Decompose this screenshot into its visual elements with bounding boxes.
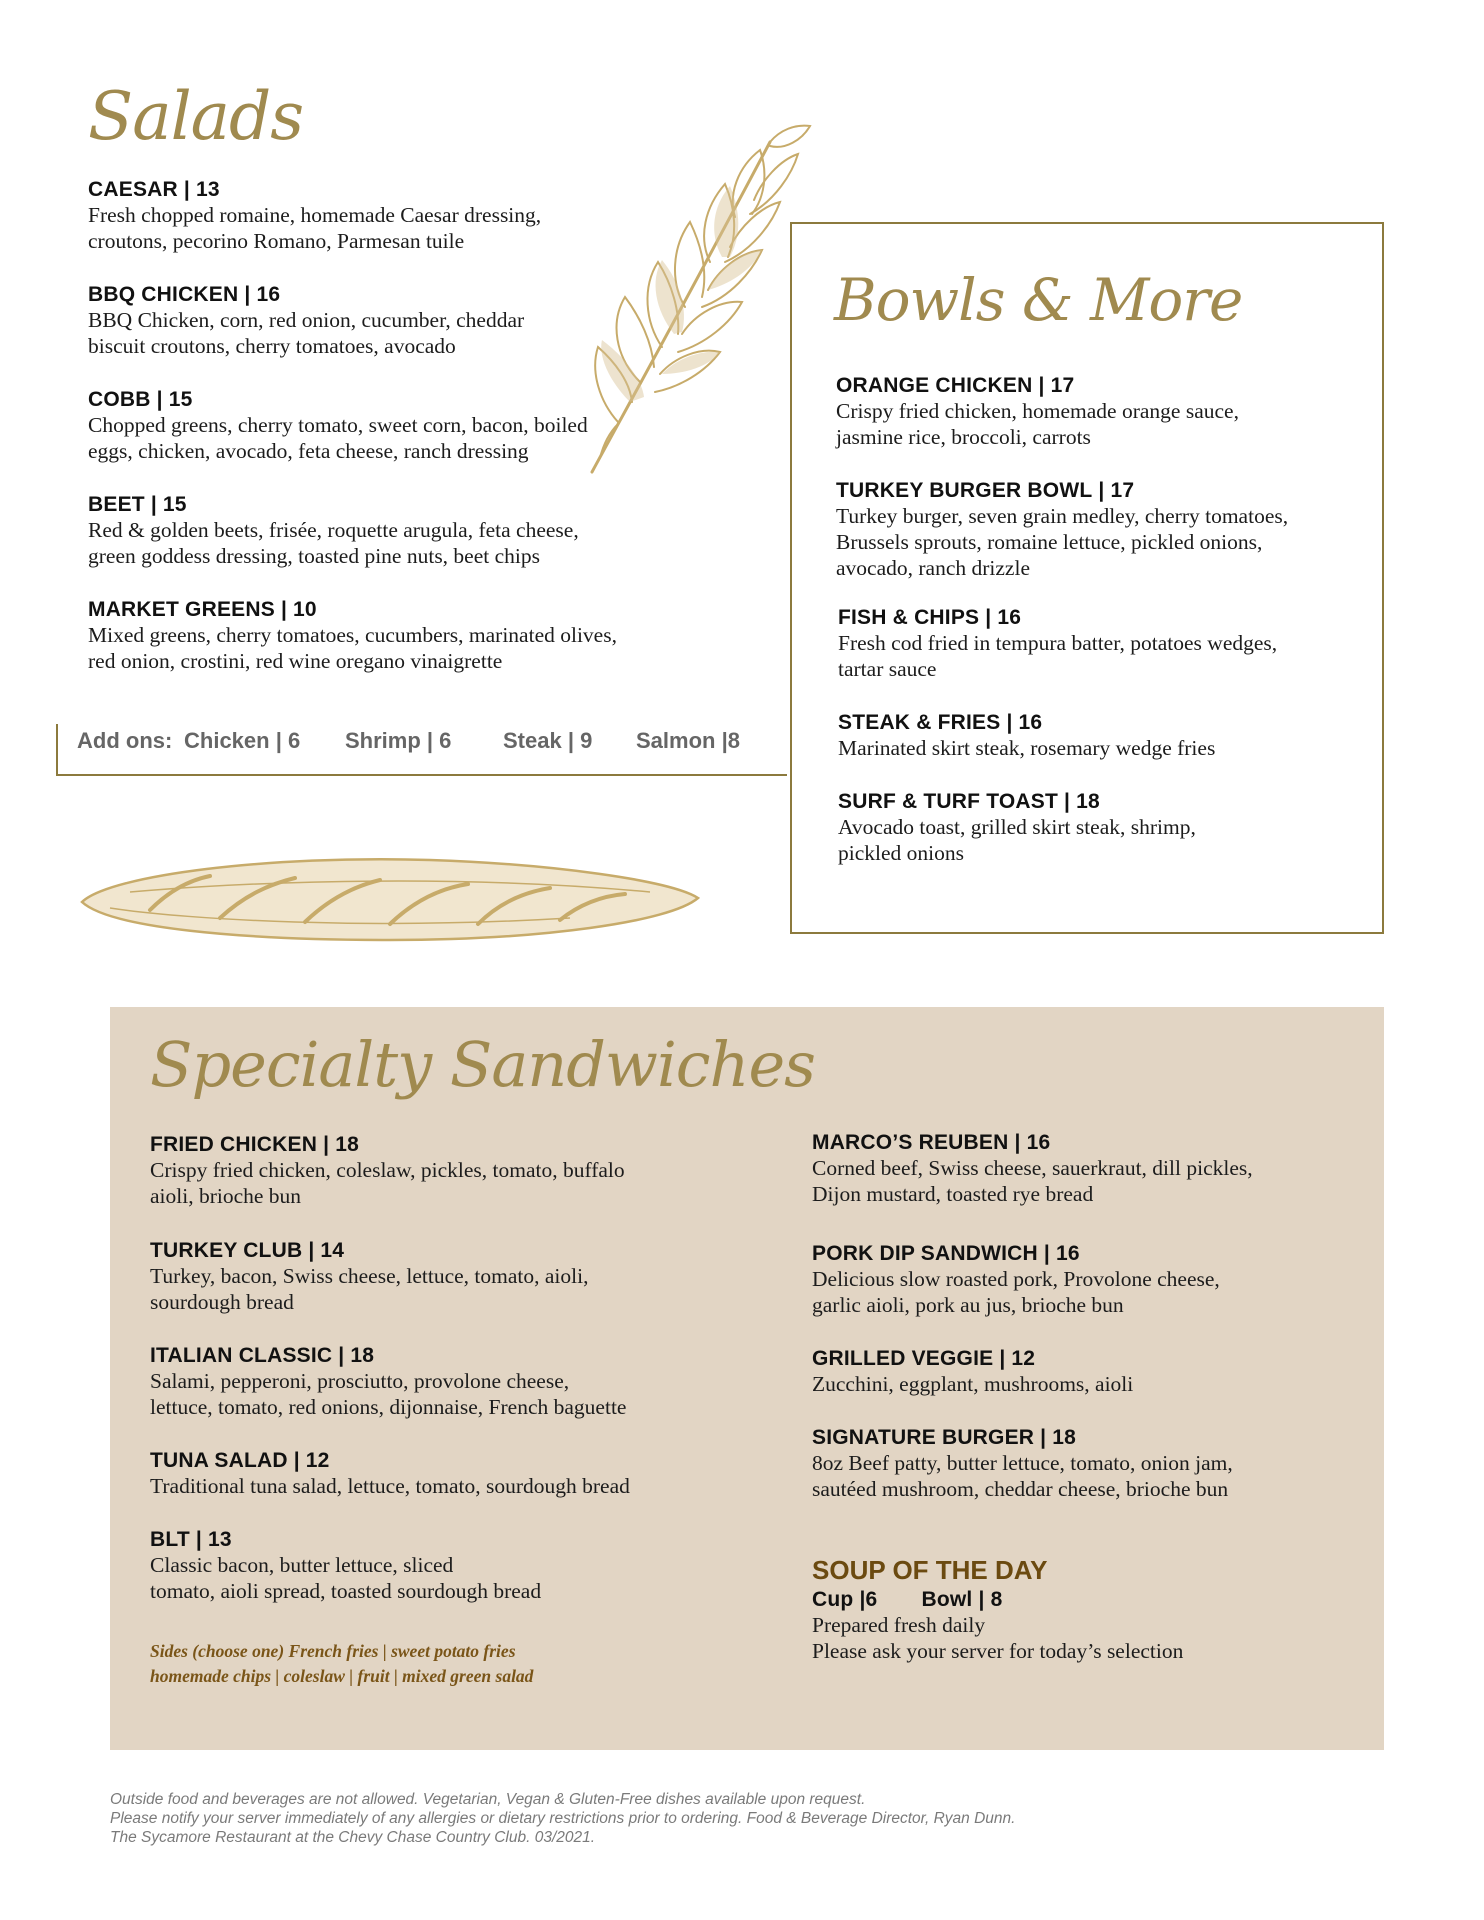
menu-item: PORK DIP SANDWICH | 16 Delicious slow roasted pork, Provolone cheese, garlic aioli, pork au jus, brioche bun	[812, 1242, 1220, 1317]
soup-line: Prepared fresh daily	[812, 1613, 986, 1637]
item-desc-line: Mixed greens, cherry tomatoes, cucumbers, marinated olives,	[88, 623, 617, 647]
item-price: 15	[162, 493, 187, 516]
salads-title: Salads	[88, 78, 304, 155]
menu-item: SURF & TURF TOAST | 18 Avocado toast, grilled skirt steak, shrimp, pickled onions	[838, 790, 1196, 865]
item-price: 17	[1110, 479, 1135, 502]
menu-item: FISH & CHIPS | 16 Fresh cod fried in tempura batter, potatoes wedges, tartar sauce	[838, 606, 1278, 681]
item-desc-line: jasmine rice, broccoli, carrots	[836, 425, 1091, 449]
item-desc-line: Crispy fried chicken, coleslaw, pickles, tomato, buffalo	[150, 1158, 625, 1182]
menu-item: COBB | 15 Chopped greens, cherry tomato, sweet corn, bacon, boiled eggs, chicken, avocado, feta cheese, ranch dressing	[88, 388, 588, 463]
item-name: PORK DIP SANDWICH	[812, 1242, 1038, 1265]
footer-line: The Sycamore Restaurant at the Chevy Chase Country Club. 03/2021.	[110, 1829, 596, 1846]
item-desc-line: croutons, pecorino Romano, Parmesan tuile	[88, 229, 465, 253]
item-name: SIGNATURE BURGER	[812, 1426, 1035, 1449]
item-name: CAESAR	[88, 178, 178, 201]
menu-item: GRILLED VEGGIE | 12 Zucchini, eggplant, mushrooms, aioli	[812, 1347, 1134, 1396]
item-price: 12	[1011, 1347, 1036, 1370]
item-name: TUNA SALAD	[150, 1449, 288, 1472]
item-desc-line: avocado, ranch drizzle	[836, 556, 1030, 580]
addon-item: Chicken | 6	[184, 728, 301, 753]
item-desc-line: 8oz Beef patty, butter lettuce, tomato, onion jam,	[812, 1451, 1233, 1475]
menu-item: CAESAR | 13 Fresh chopped romaine, homemade Caesar dressing, croutons, pecorino Romano, Parmesan tuile	[88, 178, 542, 253]
addons-label: Add ons:	[77, 728, 173, 753]
item-desc-line: garlic aioli, pork au jus, brioche bun	[812, 1293, 1124, 1317]
soup-line: Please ask your server for today’s selection	[812, 1639, 1184, 1663]
item-name: MARCO’S REUBEN	[812, 1131, 1009, 1154]
item-price: 18	[335, 1133, 359, 1156]
item-price: 18	[350, 1344, 375, 1367]
item-name: SURF & TURF TOAST	[838, 790, 1059, 813]
item-name: BLT	[150, 1528, 190, 1551]
item-price: 18	[1076, 790, 1100, 813]
item-desc-line: Traditional tuna salad, lettuce, tomato, sourdough bread	[150, 1474, 630, 1498]
item-name: TURKEY CLUB	[150, 1239, 303, 1262]
item-name: BBQ CHICKEN	[88, 283, 239, 306]
item-price: 16	[1026, 1131, 1051, 1154]
item-desc-line: eggs, chicken, avocado, feta cheese, ranch dressing	[88, 439, 529, 463]
menu-item: STEAK & FRIES | 16 Marinated skirt steak, rosemary wedge fries	[838, 711, 1216, 760]
item-name: ITALIAN CLASSIC	[150, 1344, 333, 1367]
sides-line: Sides (choose one) French fries | sweet potato fries	[150, 1641, 516, 1661]
item-price: 13	[195, 178, 220, 201]
item-desc-line: Dijon mustard, toasted rye bread	[812, 1182, 1094, 1206]
menu-item: TURKEY BURGER BOWL | 17 Turkey burger, seven grain medley, cherry tomatoes, Brussels sprouts, romaine lettuce, pickled onions, avocado, ranch drizzle	[836, 479, 1289, 580]
bowls-title: Bowls & More	[834, 266, 1243, 334]
item-desc-line: Turkey, bacon, Swiss cheese, lettuce, tomato, aioli,	[150, 1264, 589, 1288]
item-desc-line: Red & golden beets, frisée, roquette arugula, feta cheese,	[88, 518, 579, 542]
item-desc-line: Classic bacon, butter lettuce, sliced	[150, 1553, 454, 1577]
item-name: ORANGE CHICKEN	[836, 374, 1033, 397]
item-desc-line: Chopped greens, cherry tomato, sweet corn, bacon, boiled	[88, 413, 588, 437]
menu-item: TURKEY CLUB | 14 Turkey, bacon, Swiss cheese, lettuce, tomato, aioli, sourdough bread	[150, 1239, 589, 1314]
menu-item: TUNA SALAD | 12 Traditional tuna salad, lettuce, tomato, sourdough bread	[150, 1449, 630, 1498]
addon-item: Steak | 9	[503, 728, 593, 753]
item-desc-line: red onion, crostini, red wine oregano vinaigrette	[88, 649, 503, 673]
item-desc-line: aioli, brioche bun	[150, 1184, 302, 1208]
item-desc-line: Marinated skirt steak, rosemary wedge fries	[838, 736, 1216, 760]
item-price: 16	[997, 606, 1022, 629]
item-name: TURKEY BURGER BOWL	[836, 479, 1093, 502]
item-name: STEAK & FRIES	[838, 711, 1001, 734]
item-price: 13	[207, 1528, 232, 1551]
soup-cup-price: Cup |6	[812, 1588, 878, 1611]
item-desc-line: tomato, aioli spread, toasted sourdough bread	[150, 1579, 542, 1603]
menu-item: ITALIAN CLASSIC | 18 Salami, pepperoni, prosciutto, provolone cheese, lettuce, tomato, red onions, dijonnaise, French baguette	[150, 1344, 627, 1419]
item-desc-line: pickled onions	[838, 841, 964, 865]
menu-item: BLT | 13 Classic bacon, butter lettuce, sliced tomato, aioli spread, toasted sourdough bread	[150, 1528, 542, 1603]
item-price: 12	[305, 1449, 330, 1472]
footer-note	[110, 1790, 1015, 1847]
baguette-illustration	[70, 840, 710, 960]
item-desc-line: sautéed mushroom, cheddar cheese, brioche bun	[812, 1477, 1229, 1501]
item-desc-line: Fresh cod fried in tempura batter, potatoes wedges,	[838, 631, 1278, 655]
menu-item: BBQ CHICKEN | 16 BBQ Chicken, corn, red onion, cucumber, cheddar biscuit croutons, cherry tomatoes, avocado	[88, 283, 525, 358]
item-price: 10	[293, 598, 317, 621]
soup-bowl-price: Bowl | 8	[921, 1588, 1003, 1611]
item-name: MARKET GREENS	[88, 598, 275, 621]
item-price: 15	[168, 388, 193, 411]
addon-item: Shrimp | 6	[345, 728, 452, 753]
item-desc-line: green goddess dressing, toasted pine nuts, beet chips	[88, 544, 541, 568]
menu-item: SIGNATURE BURGER | 18 8oz Beef patty, butter lettuce, tomato, onion jam, sautéed mushroom, cheddar cheese, brioche bun	[812, 1426, 1233, 1501]
item-desc-line: tartar sauce	[838, 657, 937, 681]
menu-item: BEET | 15 Red & golden beets, frisée, roquette arugula, feta cheese, green goddess dressing, toasted pine nuts, beet chips	[88, 493, 579, 568]
item-desc-line: lettuce, tomato, red onions, dijonnaise, French baguette	[150, 1395, 627, 1419]
item-name: FRIED CHICKEN	[150, 1133, 318, 1156]
soup-block	[812, 1555, 1183, 1664]
item-desc-line: Fresh chopped romaine, homemade Caesar dressing,	[88, 203, 542, 227]
item-desc-line: Brussels sprouts, romaine lettuce, pickled onions,	[836, 530, 1263, 554]
item-desc-line: Turkey burger, seven grain medley, cherry tomatoes,	[836, 504, 1289, 528]
item-desc-line: sourdough bread	[150, 1290, 294, 1314]
addon-item: Salmon |8	[636, 728, 740, 753]
menu-item: MARCO’S REUBEN | 16 Corned beef, Swiss cheese, sauerkraut, dill pickles, Dijon mustard, toasted rye bread	[812, 1131, 1253, 1206]
item-desc-line: BBQ Chicken, corn, red onion, cucumber, cheddar	[88, 308, 525, 332]
item-desc-line: biscuit croutons, cherry tomatoes, avocado	[88, 334, 456, 358]
item-desc-line: Avocado toast, grilled skirt steak, shrimp,	[838, 815, 1196, 839]
item-desc-line: Delicious slow roasted pork, Provolone cheese,	[812, 1267, 1220, 1291]
item-name: GRILLED VEGGIE	[812, 1347, 994, 1370]
item-desc-line: Zucchini, eggplant, mushrooms, aioli	[812, 1372, 1134, 1396]
soup-title: SOUP OF THE DAY	[812, 1555, 1048, 1585]
menu-item: FRIED CHICKEN | 18 Crispy fried chicken, coleslaw, pickles, tomato, buffalo aioli, brioche bun	[150, 1133, 625, 1208]
menu-item: MARKET GREENS | 10 Mixed greens, cherry tomatoes, cucumbers, marinated olives, red onion, crostini, red wine oregano vinaigrette	[88, 598, 617, 673]
item-price: 17	[1050, 374, 1075, 397]
item-desc-line: Salami, pepperoni, prosciutto, provolone cheese,	[150, 1369, 570, 1393]
item-name: COBB	[88, 388, 151, 411]
footer-line: Outside food and beverages are not allowed. Vegetarian, Vegan & Gluten-Free dishes available upon request.	[110, 1791, 866, 1808]
item-desc-line: Crispy fried chicken, homemade orange sauce,	[836, 399, 1239, 423]
sides-note	[150, 1639, 533, 1689]
footer-line: Please notify your server immediately of any allergies or dietary restrictions prior to ordering. Food & Beverage Director, Ryan Dunn.	[110, 1810, 1016, 1827]
item-name: BEET	[88, 493, 145, 516]
item-price: 16	[1018, 711, 1043, 734]
item-price: 16	[1055, 1242, 1080, 1265]
item-desc-line: Corned beef, Swiss cheese, sauerkraut, dill pickles,	[812, 1156, 1253, 1180]
item-price: 18	[1052, 1426, 1076, 1449]
item-price: 16	[256, 283, 281, 306]
item-name: FISH & CHIPS	[838, 606, 980, 629]
sides-line: homemade chips | coleslaw | fruit | mixed green salad	[150, 1666, 534, 1686]
menu-item: ORANGE CHICKEN | 17 Crispy fried chicken, homemade orange sauce, jasmine rice, broccoli, carrots	[836, 374, 1239, 449]
item-price: 14	[320, 1239, 345, 1262]
sandwiches-title: Specialty Sandwiches	[150, 1028, 815, 1101]
